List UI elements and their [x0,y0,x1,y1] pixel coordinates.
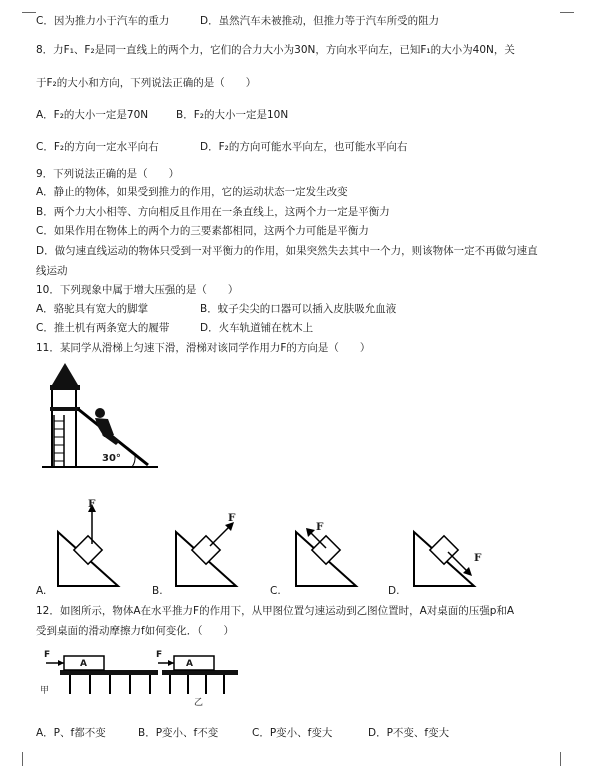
q10-option-c[interactable]: C．推土机有两条宽大的履带 [36,322,170,334]
q8-option-b[interactable]: B．F₂的大小一定是10N [176,109,289,121]
q10-option-b[interactable]: B．蚊子尖尖的口器可以插入皮肤吸允血液 [200,303,397,315]
corner-mark-bottom-left [22,752,33,766]
q12-fig-yi-caption: 乙 [194,698,204,708]
q11-force-label-a: F [88,498,96,510]
q11-force-label-b: F [228,512,236,524]
q12-option-d[interactable]: D．P不变、f变大 [368,727,450,739]
q12-fig-jia-block-label: A [80,659,87,669]
q12-option-a[interactable]: A．P、f都不变 [36,727,106,739]
q11-choice-label-c[interactable]: C. [270,585,281,597]
q12-stem-line-2: 受到桌面的滑动摩擦力f如何变化．（ ） [36,625,234,637]
q8-option-d[interactable]: D．F₂的方向可能水平向左，也可能水平向右 [200,141,408,153]
q8-stem-line-1: 8．力F₁、F₂是同一直线上的两个力，它们的合力大小为30N，方向水平向左，已知F₁的大小为40N，关 [36,44,515,56]
q7-option-d[interactable]: D．虽然汽车未被推动，但推力等于汽车所受的阻力 [200,15,440,27]
q11-angle-label: 30° [102,453,121,464]
q8-option-c[interactable]: C．F₂的方向一定水平向右 [36,141,159,153]
q10-option-a[interactable]: A．骆驼具有宽大的脚掌 [36,303,149,315]
q12-fig-jia-caption: 甲 [40,686,50,696]
q11-force-label-c: F [316,521,324,533]
q12-stem-line-1: 12．如图所示，物体A在水平推力F的作用下，从甲图位置匀速运动到乙图位置时，A对桌面的压强p和A [36,605,515,617]
q9-option-c[interactable]: C．如果作用在物体上的两个力的三要素都相同，这两个力可能是平衡力 [36,225,369,237]
q7-option-c[interactable]: C．因为推力小于汽车的重力 [36,15,170,27]
q8-option-a[interactable]: A．F₂的大小一定是70N [36,109,149,121]
q9-option-a[interactable]: A．静止的物体，如果受到推力的作用，它的运动状态一定发生改变 [36,186,348,198]
q11-choice-label-b[interactable]: B. [152,585,163,597]
q11-force-label-d: F [474,552,482,564]
q11-stem: 11．某同学从滑梯上匀速下滑，滑梯对该同学作用力F的方向是（ ） [36,342,371,354]
q9-option-b[interactable]: B．两个力大小相等、方向相反且作用在一条直线上，这两个力一定是平衡力 [36,206,390,218]
q12-table-figure-jia [40,650,163,700]
q12-option-b[interactable]: B．P变小、f不变 [138,727,219,739]
q12-fig-jia-force-label: F [44,650,51,660]
q11-choice-label-d[interactable]: D. [388,585,400,597]
corner-mark-top-left [22,2,36,13]
q10-option-d[interactable]: D．火车轨道铺在枕木上 [200,322,314,334]
q9-option-d-line-2[interactable]: 线运动 [36,265,68,277]
q12-option-c[interactable]: C．P变小、f变大 [252,727,333,739]
q12-fig-yi-block-label: A [186,659,193,669]
q9-stem: 9．下列说法正确的是（ ） [36,168,180,180]
q12-fig-yi-force-label: F [156,650,163,660]
q8-stem-line-2: 于F₂的大小和方向，下列说法正确的是（ ） [36,77,257,89]
q12-table-figure-yi [154,650,254,700]
q9-option-d-line-1[interactable]: D．做匀速直线运动的物体只受到一对平衡力的作用，如果突然失去其中一个力，则该物体一定不再做匀速直 [36,245,538,257]
corner-mark-bottom-right [560,752,571,766]
q10-stem: 10．下列现象中属于增大压强的是（ ） [36,284,239,296]
q11-choice-figure-d[interactable] [406,492,496,592]
q11-choice-figure-b[interactable] [168,492,258,592]
q11-choice-label-a[interactable]: A. [36,585,47,597]
corner-mark-top-right [560,2,574,13]
q11-choice-figure-c[interactable] [288,492,378,592]
